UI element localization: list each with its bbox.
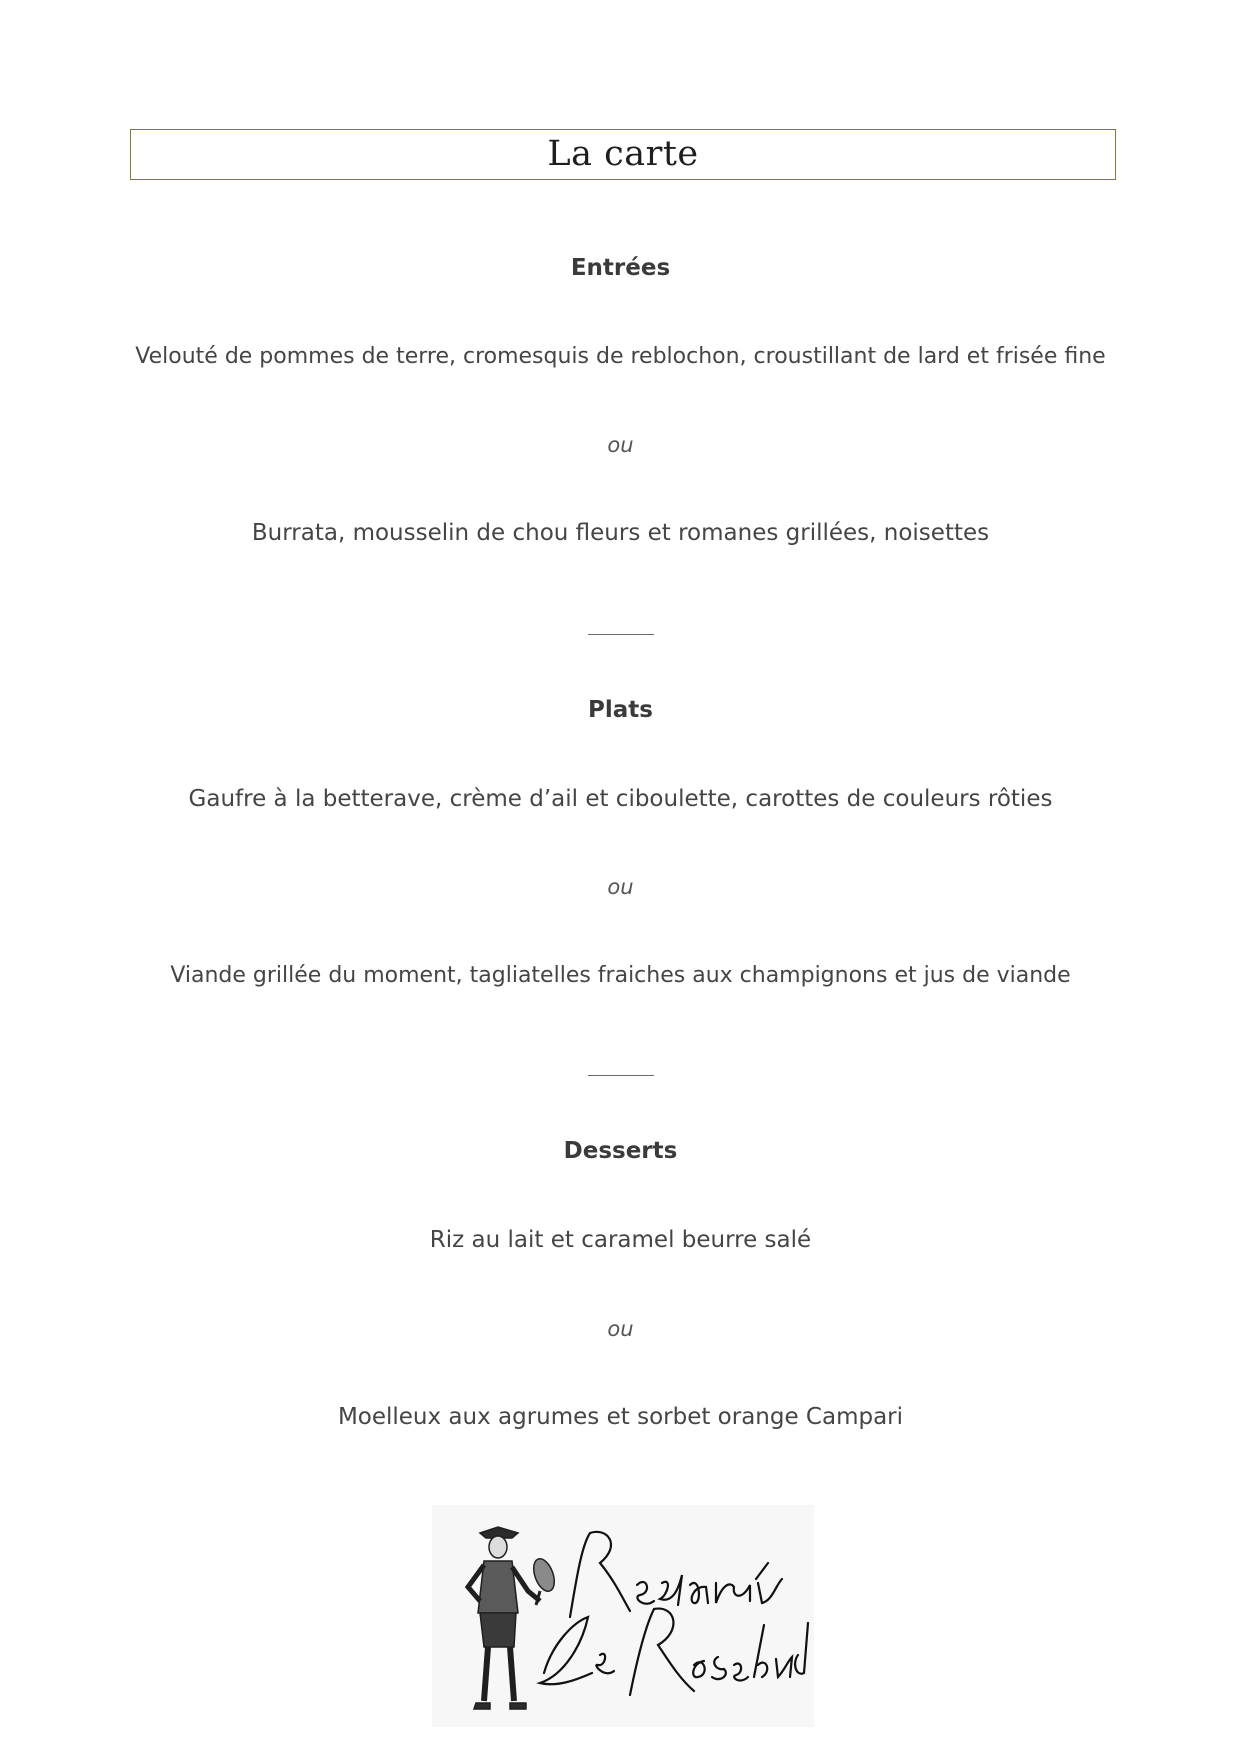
separator-ou-plats: ou <box>607 875 634 899</box>
dish-entree-1: Velouté de pommes de terre, cromesquis de reblochon, croustillant de lard et frisée fine <box>135 344 1106 369</box>
section-heading-desserts: Desserts <box>563 1138 678 1164</box>
section-divider <box>588 634 654 635</box>
section-heading-entrees: Entrées <box>570 255 671 281</box>
separator-ou-entrees: ou <box>607 433 634 457</box>
page-title: La carte <box>547 134 699 174</box>
dish-entree-2: Burrata, mousselin de chou fleurs et romanes grillées, noisettes <box>251 520 990 546</box>
restaurant-logo <box>432 1505 814 1727</box>
separator-ou-desserts: ou <box>607 1317 634 1341</box>
dish-dessert-1: Riz au lait et caramel beurre salé <box>429 1227 812 1253</box>
section-heading-plats: Plats <box>588 697 653 723</box>
section-divider <box>588 1075 654 1076</box>
dish-dessert-2: Moelleux aux agrumes et sorbet orange Campari <box>337 1404 904 1430</box>
menu-title-box <box>130 129 1116 180</box>
dish-plat-1: Gaufre à la betterave, crème d’ail et ciboulette, carottes de couleurs rôties <box>188 786 1053 812</box>
dish-plat-2: Viande grillée du moment, tagliatelles fraiches aux champignons et jus de viande <box>170 963 1071 988</box>
